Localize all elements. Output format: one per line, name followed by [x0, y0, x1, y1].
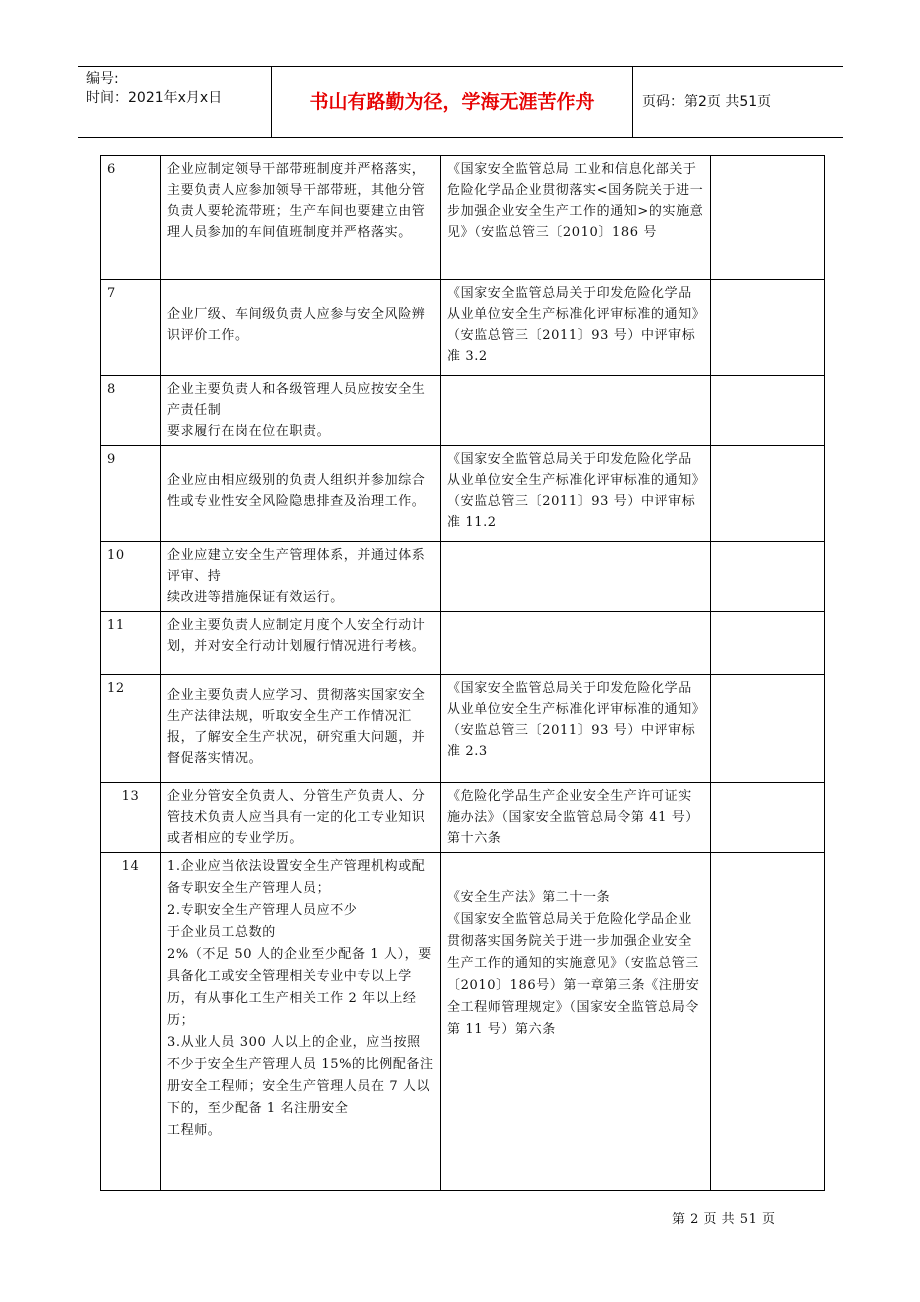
requirement-text: 企业厂级、车间级负责人应参与安全风险辨识评价工作。 [161, 280, 441, 376]
requirement-text: 企业主要负责人应学习、贯彻落实国家安全生产法律法规，听取安全生产工作情况汇报，了解安全生产状况，研究重大问题，并督促落实情况。 [161, 675, 441, 783]
basis-text: 《国家安全监管总局关于印发危险化学品从业单位安全生产标准化评审标准的通知》（安监总管三〔2011〕93 号）中评审标准 2.3 [441, 675, 711, 783]
row-number: 10 [101, 542, 161, 612]
table-row [101, 612, 825, 675]
page-footer: 第 2 页 共 51 页 [672, 1212, 776, 1227]
basis-text: 《国家安全监管总局 工业和信息化部关于危险化学品企业贯彻落实<国务院关于进一步加强企业安全生产工作的通知>的实施意见》（安监总管三〔2010〕186 号 [441, 156, 711, 280]
table-row [101, 446, 825, 542]
requirement-text: 企业主要负责人应制定月度个人安全行动计划，并对安全行动计划履行情况进行考核。 [161, 612, 441, 675]
page-indicator: 页码：第2页 共51页 [642, 94, 772, 110]
row-number: 9 [101, 446, 161, 542]
table-row [101, 376, 825, 446]
requirement-text: 企业应由相应级别的负责人组织并参加综合性或专业性安全风险隐患排查及治理工作。 [161, 446, 441, 542]
code-label: 编号: [86, 71, 119, 87]
header-meta [78, 67, 271, 137]
requirement-text: 企业应建立安全生产管理体系，并通过体系评审、持 续改进等措施保证有效运行。 [161, 542, 441, 612]
basis-text: 《国家安全监管总局关于印发危险化学品从业单位安全生产标准化评审标准的通知》（安监总管三〔2011〕93 号）中评审标准 3.2 [441, 280, 711, 376]
time-label: 时间：2021年x月x日 [86, 90, 223, 106]
row-number: 11 [101, 612, 161, 675]
basis-text [441, 376, 711, 446]
note-cell [711, 612, 825, 675]
note-cell [711, 542, 825, 612]
basis-text [441, 542, 711, 612]
note-cell [711, 156, 825, 280]
page-header [78, 66, 843, 138]
note-cell [711, 446, 825, 542]
motto: 书山有路勤为径，学海无涯苦作舟 [271, 67, 633, 137]
basis-text: 《国家安全监管总局关于印发危险化学品从业单位安全生产标准化评审标准的通知》（安监总管三〔2011〕93 号）中评审标准 11.2 [441, 446, 711, 542]
note-cell [711, 675, 825, 783]
row-number: 14 [101, 853, 161, 1191]
requirement-text: 企业主要负责人和各级管理人员应按安全生产责任制 要求履行在岗在位在职责。 [161, 376, 441, 446]
note-cell [711, 783, 825, 853]
requirement-text: 企业应制定领导干部带班制度并严格落实，主要负责人应参加领导干部带班，其他分管负责人要轮流带班；生产车间也要建立由管理人员参加的车间值班制度并严格落实。 [161, 156, 441, 280]
table-row [101, 675, 825, 783]
table-row [101, 280, 825, 376]
basis-text: 《安全生产法》第二十一条 《国家安全监管总局关于危险化学品企业贯彻落实国务院关于进一步加强企业安全生产工作的通知的实施意见》（安监总管三〔2010〕186号）第一章第三条《注册安全工程师管理规定》（国家安全监管总局令第 11 号）第六条 [441, 853, 711, 1191]
basis-text [441, 612, 711, 675]
note-cell [711, 853, 825, 1191]
table-row [101, 853, 825, 1191]
note-cell [711, 280, 825, 376]
requirements-table [100, 155, 825, 1191]
requirement-text: 1.企业应当依法设置安全生产管理机构或配备专职安全生产管理人员； 2.专职安全生产管理人员应不少 于企业员工总数的 2%（不足 50 人的企业至少配备 1 人），要具备化工或安全管理相关专业中专以上学历，有从事化工生产相关工作 2 年以上经历； 3.从业人员 300 人以上的企业，应当按照不少于安全生产管理人员 15%的比例配备注册安全工程师；安全生产管理人员在 7 人以下的，至少配备 1 名注册安全 工程师。 [161, 853, 441, 1191]
row-number: 12 [101, 675, 161, 783]
row-number: 13 [101, 783, 161, 853]
note-cell [711, 376, 825, 446]
table-row [101, 156, 825, 280]
basis-text: 《危险化学品生产企业安全生产许可证实施办法》（国家安全监管总局令第 41 号） 第十六条 [441, 783, 711, 853]
table-row [101, 783, 825, 853]
row-number: 8 [101, 376, 161, 446]
row-number: 6 [101, 156, 161, 280]
requirement-text: 企业分管安全负责人、分管生产负责人、分管技术负责人应当具有一定的化工专业知识或者相应的专业学历。 [161, 783, 441, 853]
row-number: 7 [101, 280, 161, 376]
table-row [101, 542, 825, 612]
